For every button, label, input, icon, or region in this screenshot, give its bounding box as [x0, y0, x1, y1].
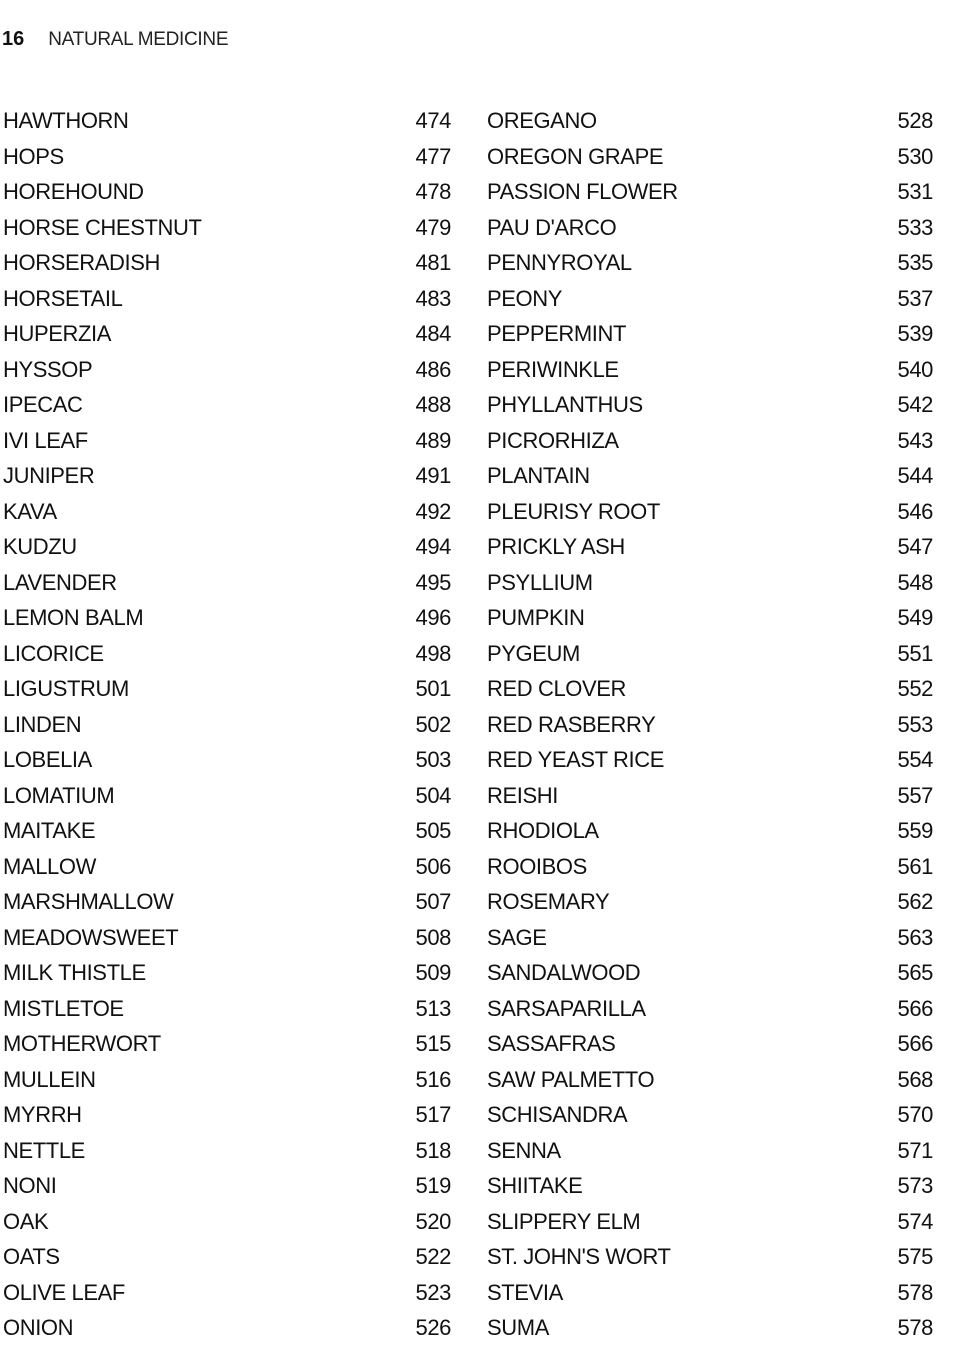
- entry-page-number: 516: [415, 1066, 451, 1092]
- entry-name: PICRORHIZA: [487, 427, 619, 453]
- entry-page-number: 502: [415, 711, 451, 737]
- index-entry: [487, 1026, 933, 1062]
- entry-name: RED RASBERRY: [487, 711, 656, 737]
- index-entry: [487, 210, 933, 246]
- index-entry: [3, 245, 451, 281]
- entry-name: OATS: [3, 1244, 60, 1269]
- entry-name: HOREHOUND: [3, 179, 144, 204]
- entry-name: PHYLLANTHUS: [487, 392, 643, 417]
- entry-page-number: 551: [897, 640, 933, 666]
- entry-page-number: 479: [415, 214, 451, 240]
- entry-page-number: 488: [415, 392, 451, 417]
- entry-page-number: 554: [897, 747, 933, 772]
- index-entry: [3, 139, 451, 175]
- entry-page-number: 486: [415, 356, 451, 382]
- entry-page-number: 568: [897, 1066, 933, 1092]
- entry-page-number: 530: [897, 143, 933, 169]
- index-entry: [3, 1275, 451, 1311]
- index-entry: [3, 636, 451, 672]
- entry-page-number: 515: [415, 1031, 451, 1056]
- index-entry: [3, 103, 451, 139]
- index-entry: [3, 884, 451, 920]
- index-entry: [487, 1133, 933, 1169]
- entry-name: HYSSOP: [3, 356, 93, 382]
- entry-page-number: 513: [415, 995, 451, 1021]
- index-entry: [487, 565, 933, 601]
- index-entry: [3, 849, 451, 885]
- entry-name: MAITAKE: [3, 818, 96, 843]
- entry-page-number: 498: [415, 640, 451, 666]
- entry-name: SASSAFRAS: [487, 1031, 616, 1056]
- entry-name: HUPERZIA: [3, 321, 112, 346]
- index-entry: [487, 671, 933, 707]
- entry-page-number: 566: [897, 995, 933, 1021]
- entry-name: MOTHERWORT: [3, 1031, 161, 1056]
- index-entry: [487, 707, 933, 743]
- entry-name: ST. JOHN'S WORT: [487, 1244, 671, 1269]
- entry-page-number: 573: [897, 1173, 933, 1198]
- entry-page-number: 517: [415, 1102, 451, 1127]
- index-entry: [487, 1097, 933, 1133]
- entry-name: SARSAPARILLA: [487, 995, 646, 1021]
- entry-page-number: 578: [897, 1279, 933, 1305]
- entry-page-number: 481: [415, 250, 451, 275]
- entry-page-number: 559: [897, 818, 933, 843]
- index-entry: [3, 1310, 451, 1346]
- entry-name: LAVENDER: [3, 569, 117, 595]
- entry-page-number: 474: [415, 108, 451, 133]
- entry-page-number: 578: [897, 1315, 933, 1340]
- index-entry: [3, 1026, 451, 1062]
- index-entry: [3, 991, 451, 1027]
- entry-name: SHIITAKE: [487, 1173, 583, 1198]
- entry-name: REISHI: [487, 782, 558, 808]
- entry-name: SUMA: [487, 1315, 549, 1340]
- entry-page-number: 504: [415, 782, 451, 808]
- index-entry: [3, 210, 451, 246]
- index-entry: [487, 387, 933, 423]
- index-entry: [3, 778, 451, 814]
- entry-name: OREGON GRAPE: [487, 143, 664, 169]
- entry-name: SENNA: [487, 1137, 561, 1163]
- entry-page-number: 563: [897, 924, 933, 950]
- index-entry: [487, 1275, 933, 1311]
- entry-name: MARSHMALLOW: [3, 889, 174, 914]
- entry-name: PSYLLIUM: [487, 569, 593, 595]
- index-entry: [3, 423, 451, 459]
- entry-page-number: 489: [415, 427, 451, 453]
- entry-page-number: 531: [897, 179, 933, 204]
- index-entry: [487, 920, 933, 956]
- entry-page-number: 506: [415, 853, 451, 879]
- entry-page-number: 535: [897, 250, 933, 275]
- index-entry: [3, 742, 451, 778]
- index-entry: [3, 1062, 451, 1098]
- entry-name: RED YEAST RICE: [487, 747, 664, 772]
- entry-name: OAK: [3, 1208, 49, 1234]
- index-entry: [3, 1204, 451, 1240]
- page-header: [2, 28, 228, 62]
- entry-name: OREGANO: [487, 108, 597, 133]
- entry-name: MEADOWSWEET: [3, 924, 179, 950]
- index-entry: [3, 1168, 451, 1204]
- entry-page-number: 566: [897, 1031, 933, 1056]
- index-entry: [487, 849, 933, 885]
- entry-name: SAGE: [487, 924, 547, 950]
- index-entry: [487, 991, 933, 1027]
- entry-page-number: 526: [415, 1315, 451, 1340]
- entry-page-number: 501: [415, 676, 451, 701]
- entry-name: LIGUSTRUM: [3, 676, 129, 701]
- entry-name: MISTLETOE: [3, 995, 124, 1021]
- index-entry: [3, 529, 451, 565]
- index-entry: [487, 636, 933, 672]
- index-entry: [487, 103, 933, 139]
- entry-name: PYGEUM: [487, 640, 580, 666]
- entry-page-number: 503: [415, 747, 451, 772]
- index-entry: [487, 1062, 933, 1098]
- entry-page-number: 565: [897, 960, 933, 985]
- entry-name: HORSETAIL: [3, 285, 123, 311]
- entry-name: LINDEN: [3, 711, 82, 737]
- index-entry: [3, 1133, 451, 1169]
- entry-page-number: 546: [897, 498, 933, 524]
- entry-name: PAU D'ARCO: [487, 214, 617, 240]
- entry-page-number: 519: [415, 1173, 451, 1198]
- entry-name: PEPPERMINT: [487, 321, 627, 346]
- entry-name: RHODIOLA: [487, 818, 599, 843]
- entry-name: PERIWINKLE: [487, 356, 619, 382]
- index-entry: [3, 387, 451, 423]
- entry-name: MYRRH: [3, 1102, 82, 1127]
- entry-name: SLIPPERY ELM: [487, 1208, 641, 1234]
- entry-name: KUDZU: [3, 534, 77, 559]
- entry-page-number: 575: [897, 1244, 933, 1269]
- entry-page-number: 540: [897, 356, 933, 382]
- index-entry: [487, 352, 933, 388]
- entry-page-number: 553: [897, 711, 933, 737]
- entry-page-number: 509: [415, 960, 451, 985]
- index-entry: [3, 600, 451, 636]
- entry-page-number: 548: [897, 569, 933, 595]
- entry-page-number: 544: [897, 463, 933, 488]
- entry-page-number: 539: [897, 321, 933, 346]
- entry-page-number: 508: [415, 924, 451, 950]
- index-entry: [487, 1204, 933, 1240]
- index-entry: [3, 920, 451, 956]
- entry-page-number: 496: [415, 605, 451, 630]
- index-entry: [487, 742, 933, 778]
- entry-page-number: 483: [415, 285, 451, 311]
- index-entry: [3, 1097, 451, 1133]
- entry-page-number: 507: [415, 889, 451, 914]
- entry-page-number: 571: [897, 1137, 933, 1163]
- index-entry: [487, 1168, 933, 1204]
- entry-name: PRICKLY ASH: [487, 534, 625, 559]
- entry-page-number: 523: [415, 1279, 451, 1305]
- entry-name: PLEURISY ROOT: [487, 498, 660, 524]
- index-entry: [487, 316, 933, 352]
- entry-name: ONION: [3, 1315, 74, 1340]
- index-entry: [487, 139, 933, 175]
- entry-name: MULLEIN: [3, 1066, 96, 1092]
- entry-page-number: 518: [415, 1137, 451, 1163]
- index-entry: [487, 884, 933, 920]
- entry-page-number: 562: [897, 889, 933, 914]
- entry-page-number: 574: [897, 1208, 933, 1234]
- entry-page-number: 552: [897, 676, 933, 701]
- index-entry: [487, 458, 933, 494]
- index-entry: [3, 494, 451, 530]
- entry-page-number: 494: [415, 534, 451, 559]
- index-entry: [487, 529, 933, 565]
- entry-name: HOPS: [3, 143, 64, 169]
- index-entry: [3, 174, 451, 210]
- index-entry: [487, 955, 933, 991]
- entry-name: HORSERADISH: [3, 250, 160, 275]
- index-entry: [487, 494, 933, 530]
- entry-name: IPECAC: [3, 392, 83, 417]
- index-entry: [487, 245, 933, 281]
- entry-page-number: 533: [897, 214, 933, 240]
- entry-name: LOMATIUM: [3, 782, 115, 808]
- entry-page-number: 491: [415, 463, 451, 488]
- entry-name: LICORICE: [3, 640, 104, 666]
- entry-page-number: 522: [415, 1244, 451, 1269]
- index-entry: [3, 813, 451, 849]
- entry-name: OLIVE LEAF: [3, 1279, 125, 1305]
- entry-name: SCHISANDRA: [487, 1102, 628, 1127]
- index-entry: [487, 1310, 933, 1346]
- entry-name: RED CLOVER: [487, 676, 627, 701]
- entry-page-number: 542: [897, 392, 933, 417]
- entry-page-number: 505: [415, 818, 451, 843]
- entry-name: HORSE CHESTNUT: [3, 214, 202, 240]
- entry-name: PASSION FLOWER: [487, 179, 678, 204]
- index-entry: [487, 813, 933, 849]
- entry-page-number: 570: [897, 1102, 933, 1127]
- entry-name: PUMPKIN: [487, 605, 585, 630]
- entry-name: LOBELIA: [3, 747, 92, 772]
- entry-name: KAVA: [3, 498, 57, 524]
- entry-name: SAW PALMETTO: [487, 1066, 655, 1092]
- entry-name: NETTLE: [3, 1137, 85, 1163]
- entry-page-number: 561: [897, 853, 933, 879]
- entry-page-number: 528: [897, 108, 933, 133]
- index-entry: [487, 281, 933, 317]
- index-entry: [3, 316, 451, 352]
- index-entry: [487, 778, 933, 814]
- entry-page-number: 484: [415, 321, 451, 346]
- index-entry: [3, 565, 451, 601]
- entry-name: PLANTAIN: [487, 463, 590, 488]
- entry-page-number: 557: [897, 782, 933, 808]
- index-entry: [3, 352, 451, 388]
- entry-name: PENNYROYAL: [487, 250, 632, 275]
- index-entry: [487, 1239, 933, 1275]
- entry-page-number: 547: [897, 534, 933, 559]
- index-column-left: [3, 103, 451, 1346]
- entry-page-number: 492: [415, 498, 451, 524]
- running-title: NATURAL MEDICINE: [48, 29, 229, 50]
- entry-name: SANDALWOOD: [487, 960, 641, 985]
- entry-page-number: 543: [897, 427, 933, 453]
- entry-page-number: 537: [897, 285, 933, 311]
- index-entry: [3, 955, 451, 991]
- index-entry: [3, 671, 451, 707]
- entry-name: LEMON BALM: [3, 605, 144, 630]
- index-entry: [487, 423, 933, 459]
- index-entry: [487, 174, 933, 210]
- entry-page-number: 549: [897, 605, 933, 630]
- index-column-right: [487, 103, 933, 1346]
- index-entry: [487, 600, 933, 636]
- entry-name: NONI: [3, 1173, 57, 1198]
- entry-name: PEONY: [487, 285, 563, 311]
- index-entry: [3, 707, 451, 743]
- entry-page-number: 495: [415, 569, 451, 595]
- entry-name: HAWTHORN: [3, 108, 129, 133]
- entry-name: MILK THISTLE: [3, 960, 146, 985]
- entry-name: STEVIA: [487, 1279, 563, 1305]
- entry-page-number: 520: [415, 1208, 451, 1234]
- index-entry: [3, 458, 451, 494]
- entry-name: JUNIPER: [3, 463, 95, 488]
- index-entry: [3, 1239, 451, 1275]
- entry-name: IVI LEAF: [3, 427, 88, 453]
- entry-page-number: 477: [415, 143, 451, 169]
- entry-name: ROOIBOS: [487, 853, 587, 879]
- page-number: 16: [2, 28, 25, 50]
- entry-name: ROSEMARY: [487, 889, 610, 914]
- entry-name: MALLOW: [3, 853, 96, 879]
- index-entry: [3, 281, 451, 317]
- entry-page-number: 478: [415, 179, 451, 204]
